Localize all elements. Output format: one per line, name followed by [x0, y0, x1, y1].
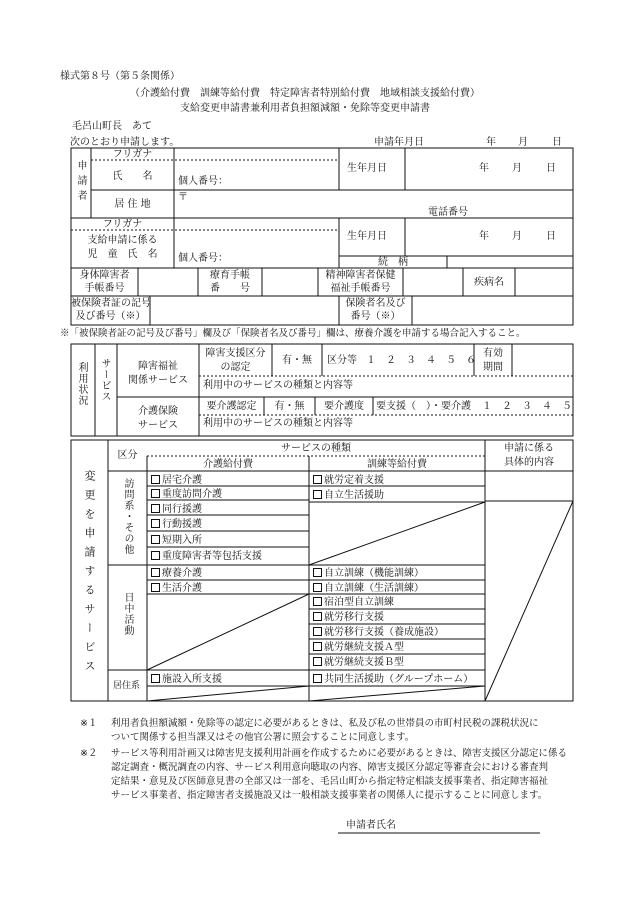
applicant-name-label: 氏 名 — [112, 171, 153, 182]
child-birth-year: 年 — [479, 231, 489, 242]
checkbox-icon — [313, 475, 322, 484]
training-pay-header: 訓練等給付費 — [367, 459, 427, 470]
rehab-cert-label-1: 療育手帳 — [210, 270, 250, 281]
form-number: 様式第８号（第５条関係） — [60, 71, 180, 82]
option-life-training[interactable]: 自立訓練（生活訓練） — [313, 583, 424, 594]
checkbox-icon — [151, 568, 160, 577]
note-2-line-4: サービス事業者、指定障害者支援施設又は一般相談支援事業者の関係人に提示することに同意します。 — [111, 790, 548, 801]
option-employment-transition-school[interactable]: 就労移行支援（養成施設） — [313, 627, 444, 638]
checkbox-icon — [151, 519, 160, 528]
option-life-care[interactable]: 生活介護 — [151, 583, 202, 594]
support-category-label-1: 障害支援区分 — [205, 348, 266, 359]
checkbox-icon — [313, 597, 322, 606]
checkbox-icon — [313, 627, 322, 636]
child-furigana-label: フリガナ — [102, 219, 143, 230]
welfare-in-use-label: 利用中のサービスの種類と内容等 — [203, 380, 353, 391]
welfare-service-label-2: 関係サービス — [128, 375, 188, 386]
category-visit-label: 訪問系・その他 — [122, 478, 133, 555]
care-support-options: 要支援（ ）・要介護 — [376, 401, 471, 412]
care-insurance-label-1: 介護保険 — [138, 406, 178, 417]
service-types-header: サービスの種類 — [281, 443, 351, 454]
support-category-label-2: の認定 — [220, 362, 251, 373]
checkbox-icon — [313, 583, 322, 592]
option-employment-retention[interactable]: 就労定着支援 — [313, 475, 384, 486]
care-cert-label: 要介護認定 — [206, 401, 257, 412]
option-continuous-employment-b[interactable]: 就労継続支援Ｂ型 — [313, 657, 404, 668]
applicant-address-label: 居 住 地 — [114, 199, 151, 210]
applicant-section-label: 申請者 — [75, 160, 86, 205]
kubun-header: 区分 — [117, 450, 138, 461]
welfare-service-label-1: 障害福祉 — [138, 361, 178, 372]
option-severe-visit-care[interactable]: 重度訪問介護 — [151, 489, 222, 500]
checkbox-icon — [313, 490, 322, 499]
form-title: 支給変更申請書兼利用者負担額減額・免除等変更申請書 — [180, 103, 430, 114]
date-year: 年 — [486, 137, 496, 148]
benefit-types: （介護給付費 訓練等給付費 特定障害者特別給付費 地域相談支援給付費） — [130, 88, 480, 99]
option-behavior-support[interactable]: 行動援護 — [151, 519, 202, 530]
option-home-care[interactable]: 居宅介護 — [151, 475, 202, 486]
checkbox-icon — [151, 551, 160, 560]
option-independent-living[interactable]: 自立生活援助 — [313, 490, 384, 501]
note-1-line-1: 利用者負担額減額・免除等の認定に必要があるときは、私及び私の世帯員の市町村民税の課税状況に — [111, 718, 539, 729]
child-name-label-1: 支給申請に係る — [87, 235, 158, 246]
note-1-mark: ※１ — [80, 718, 98, 729]
applicant-birth-label: 生年月日 — [347, 163, 387, 174]
rehab-cert-label-2: 番 号 — [210, 283, 250, 294]
care-pay-header: 介護給付費 — [203, 459, 253, 470]
support-category-yes-no: 有・無 — [282, 355, 312, 366]
detail-header-2: 具体的内容 — [504, 457, 554, 468]
child-birth-month: 月 — [512, 231, 522, 242]
level-label: 区分等 — [327, 355, 357, 366]
addressee: 毛呂山町長 あて — [72, 121, 152, 132]
option-continuous-employment-a[interactable]: 就労継続支援Ａ型 — [313, 642, 404, 653]
option-residential-training[interactable]: 宿泊型自立訓練 — [313, 597, 394, 608]
relation-label: 続 柄 — [378, 257, 408, 268]
note-2-line-1: サービス等利用計画又は障害児支援利用計画を作成するために必要があるときは、障害支援区分認定に係る — [111, 748, 568, 759]
physical-cert-label-1: 身体障害者 — [79, 270, 130, 281]
care-level-options: １ ２ ３ ４ ５ — [482, 401, 572, 412]
applicant-personal-number-label: 個人番号： — [178, 176, 228, 187]
option-facility-admission[interactable]: 施設入所支援 — [151, 674, 222, 685]
change-service-label: 変更を申請するサービス — [83, 470, 96, 679]
postal-mark: 〒 — [178, 192, 188, 203]
applicant-birth-month: 月 — [512, 163, 522, 174]
option-group-home[interactable]: 共同生活援助（グループホーム） — [313, 674, 473, 685]
date-label: 申請年月日 — [374, 137, 424, 148]
child-name-label-2: 児 童 氏 名 — [87, 249, 158, 260]
option-comprehensive-support[interactable]: 重度障害者等包括支援 — [151, 551, 262, 562]
option-short-stay[interactable]: 短期入所 — [151, 535, 202, 546]
note-2-mark: ※２ — [80, 748, 98, 759]
option-medical-care[interactable]: 療養介護 — [151, 568, 202, 579]
note-2-line-3: 定結果・意見及び医師意見書の全部又は一部を、毛呂山町から指定特定相談支援事業者、指定障害福祉 — [111, 776, 549, 787]
detail-header-1: 申請に係る — [504, 443, 554, 454]
insurer-label-1: 保険者名及び — [345, 298, 406, 309]
insurer-label-2: 番号（※） — [350, 311, 401, 322]
checkbox-icon — [151, 535, 160, 544]
checkbox-icon — [313, 568, 322, 577]
care-insurance-label-2: サービス — [138, 420, 178, 431]
date-month: 月 — [518, 137, 528, 148]
mental-cert-label-1: 精神障害者保健 — [325, 270, 396, 281]
lead-text: 次のとおり申請します。 — [70, 137, 180, 148]
category-residential-label: 居住系 — [113, 681, 141, 691]
disease-label: 疾病名 — [474, 277, 504, 288]
level-options: １ ２ ３ ４ ５ ６ — [366, 355, 476, 366]
option-functional-training[interactable]: 自立訓練（機能訓練） — [313, 568, 424, 579]
care-in-use-label: 利用中のサービスの種類と内容等 — [203, 418, 353, 429]
phone-label: 電話番号 — [428, 207, 468, 218]
mental-cert-label-2: 福祉手帳番号 — [330, 283, 391, 294]
applicant-furigana-label: フリガナ — [112, 149, 153, 160]
checkbox-icon — [313, 657, 322, 666]
option-employment-transition[interactable]: 就労移行支援 — [313, 612, 384, 623]
date-day: 日 — [552, 137, 562, 148]
child-birth-day: 日 — [546, 231, 556, 242]
signature-label: 申請者氏名 — [346, 820, 396, 831]
category-day-label: 日中活動 — [122, 592, 133, 636]
applicant-birth-year: 年 — [479, 163, 489, 174]
usage-status-label: 利用状況 — [76, 362, 87, 406]
applicant-birth-day: 日 — [546, 163, 556, 174]
insurance-note: ※「被保険者証の記号及び番号」欄及び「保険者名及び番号」欄は、療養介護を申請する場合記入すること。 — [60, 328, 526, 339]
child-birth-label: 生年月日 — [347, 231, 387, 242]
option-accompany-support[interactable]: 同行援護 — [151, 504, 202, 515]
checkbox-icon — [151, 583, 160, 592]
checkbox-icon — [151, 504, 160, 513]
child-personal-number-label: 個人番号： — [178, 253, 228, 264]
insured-card-label-2: 及び番号（※） — [75, 311, 146, 322]
checkbox-icon — [313, 642, 322, 651]
valid-period-label-1: 有効 — [483, 348, 503, 359]
valid-period-label-2: 期間 — [483, 362, 503, 373]
care-level-label: 要介護度 — [324, 401, 364, 412]
note-1-line-2: ついて関係する担当課又はその他官公署に照会することに同意します。 — [111, 732, 415, 743]
physical-cert-label-2: 手帳番号 — [84, 283, 125, 294]
checkbox-icon — [313, 612, 322, 621]
usage-service-label: サービス — [99, 358, 110, 402]
checkbox-icon — [151, 674, 160, 683]
checkbox-icon — [151, 475, 160, 484]
note-2-line-2: 認定調査・概況調査の内容、サービス利用意向聴取の内容、障害支援区分認定等審査会における審査判 — [111, 762, 549, 773]
checkbox-icon — [151, 489, 160, 498]
care-cert-yes-no: 有・無 — [274, 401, 305, 412]
checkbox-icon — [313, 674, 322, 683]
insured-card-label-1: 被保険者証の記号 — [71, 298, 151, 309]
